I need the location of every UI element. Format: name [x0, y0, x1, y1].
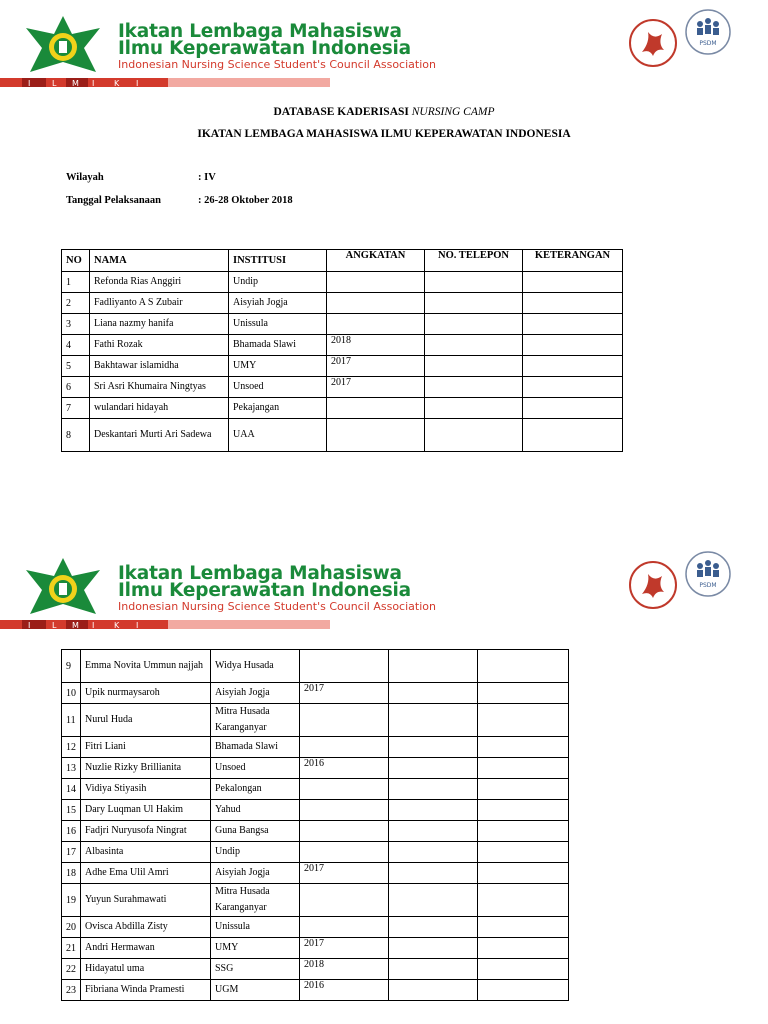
stripe-letter: K	[114, 621, 120, 629]
color-stripe	[0, 78, 330, 87]
table-row	[62, 980, 569, 1001]
participant-table-page-2	[61, 649, 569, 1001]
org-name-english: Indonesian Nursing Science Student's Council Association	[118, 600, 436, 613]
cell-keterangan	[523, 356, 623, 377]
cell-nama: Hidayatul uma	[81, 959, 211, 980]
cell-keterangan	[523, 293, 623, 314]
cell-institusi: Pekalongan	[211, 779, 300, 800]
psdm-logo-icon	[684, 550, 732, 598]
table-row	[62, 272, 623, 293]
cell-no: 4	[62, 335, 90, 356]
color-stripe	[0, 620, 330, 629]
cell-telepon	[389, 737, 478, 758]
phoenix-circle-logo-icon	[628, 560, 678, 610]
cell-angkatan: 2016	[300, 758, 389, 779]
header-keterangan: KETERANGAN	[523, 250, 623, 272]
cell-institusi: UMY	[229, 356, 327, 377]
cell-nama: Andri Hermawan	[81, 938, 211, 959]
cell-nama: Fibriana Winda Pramesti	[81, 980, 211, 1001]
cell-angkatan	[327, 398, 425, 419]
wilayah-row	[66, 172, 216, 183]
cell-nama: Bakhtawar islamidha	[90, 356, 229, 377]
table-row	[62, 800, 569, 821]
cell-keterangan	[523, 419, 623, 452]
cell-no: 18	[62, 863, 81, 884]
ilmiki-star-logo-icon	[22, 556, 104, 618]
header-no: NO	[62, 250, 90, 272]
cell-angkatan: 2018	[300, 959, 389, 980]
cell-angkatan	[300, 821, 389, 842]
org-name-line1: Ikatan Lembaga Mahasiswa	[118, 21, 402, 42]
cell-keterangan	[478, 863, 569, 884]
cell-nama: Adhe Ema Ulil Amri	[81, 863, 211, 884]
cell-angkatan: 2017	[327, 356, 425, 377]
cell-keterangan	[478, 650, 569, 683]
cell-no: 5	[62, 356, 90, 377]
cell-angkatan	[327, 293, 425, 314]
stripe-letter: M	[72, 621, 79, 629]
cell-telepon	[389, 779, 478, 800]
cell-no: 20	[62, 917, 81, 938]
cell-institusi: Unissula	[229, 314, 327, 335]
stripe-letter: I	[28, 621, 31, 629]
cell-telepon	[389, 863, 478, 884]
cell-telepon	[389, 959, 478, 980]
cell-nama: Dary Luqman Ul Hakim	[81, 800, 211, 821]
cell-telepon	[425, 356, 523, 377]
cell-keterangan	[478, 821, 569, 842]
table-row	[62, 917, 569, 938]
cell-nama: Fadliyanto A S Zubair	[90, 293, 229, 314]
cell-angkatan	[300, 884, 389, 917]
cell-institusi: UAA	[229, 419, 327, 452]
table-row	[62, 737, 569, 758]
psdm-label: PSDM	[699, 582, 717, 589]
cell-telepon	[389, 800, 478, 821]
cell-no: 14	[62, 779, 81, 800]
cell-institusi: Mitra Husada Karanganyar	[211, 884, 300, 917]
org-name-line1: Ikatan Lembaga Mahasiswa	[118, 563, 402, 584]
table-row	[62, 758, 569, 779]
wilayah-label: Wilayah	[66, 172, 104, 183]
cell-telepon	[389, 821, 478, 842]
cell-institusi: Unsoed	[211, 758, 300, 779]
table-row	[62, 377, 623, 398]
cell-angkatan: 2018	[327, 335, 425, 356]
cell-no: 23	[62, 980, 81, 1001]
tanggal-value: : 26-28 Oktober 2018	[198, 195, 293, 206]
cell-angkatan: 2017	[300, 863, 389, 884]
cell-keterangan	[478, 842, 569, 863]
cell-no: 16	[62, 821, 81, 842]
letterhead-page-1	[0, 8, 768, 88]
cell-keterangan	[523, 377, 623, 398]
ilmiki-star-logo-icon	[22, 14, 104, 76]
stripe-letter: I	[28, 79, 31, 87]
table-row	[62, 293, 623, 314]
cell-telepon	[425, 293, 523, 314]
cell-nama: Nuzlie Rizky Brillianita	[81, 758, 211, 779]
table-row	[62, 884, 569, 917]
cell-no: 7	[62, 398, 90, 419]
wilayah-value: : IV	[198, 172, 216, 183]
stripe-letter: L	[52, 79, 57, 87]
cell-nama: Upik nurmaysaroh	[81, 683, 211, 704]
cell-institusi: SSG	[211, 959, 300, 980]
cell-institusi: Undip	[211, 842, 300, 863]
cell-keterangan	[478, 737, 569, 758]
stripe-letter: M	[72, 79, 79, 87]
table-row	[62, 821, 569, 842]
cell-telepon	[389, 758, 478, 779]
cell-no: 2	[62, 293, 90, 314]
table-row	[62, 842, 569, 863]
cell-nama: Deskantari Murti Ari Sadewa	[90, 419, 229, 452]
cell-institusi: Unsoed	[229, 377, 327, 398]
cell-angkatan	[300, 917, 389, 938]
cell-institusi: Bhamada Slawi	[211, 737, 300, 758]
cell-nama: Vidiya Stiyasih	[81, 779, 211, 800]
stripe-letter: I	[92, 79, 95, 87]
cell-keterangan	[523, 335, 623, 356]
cell-nama: Ovisca Abdilla Zisty	[81, 917, 211, 938]
cell-keterangan	[478, 704, 569, 737]
cell-keterangan	[478, 800, 569, 821]
cell-angkatan	[300, 842, 389, 863]
cell-nama: Refonda Rias Anggiri	[90, 272, 229, 293]
cell-angkatan	[300, 779, 389, 800]
table-row	[62, 335, 623, 356]
cell-no: 8	[62, 419, 90, 452]
header-telepon: NO. TELEPON	[425, 250, 523, 272]
tanggal-row	[66, 195, 293, 206]
cell-telepon	[389, 980, 478, 1001]
cell-keterangan	[478, 959, 569, 980]
cell-telepon	[389, 704, 478, 737]
cell-angkatan	[327, 419, 425, 452]
table-row	[62, 704, 569, 737]
table-row	[62, 650, 569, 683]
cell-no: 21	[62, 938, 81, 959]
cell-keterangan	[478, 938, 569, 959]
cell-nama: Fadjri Nuryusofa Ningrat	[81, 821, 211, 842]
cell-telepon	[425, 377, 523, 398]
cell-telepon	[425, 398, 523, 419]
stripe-letter: I	[136, 621, 139, 629]
cell-institusi: Unissula	[211, 917, 300, 938]
cell-institusi: Undip	[229, 272, 327, 293]
cell-nama: Nurul Huda	[81, 704, 211, 737]
cell-angkatan: 2016	[300, 980, 389, 1001]
cell-angkatan	[300, 704, 389, 737]
cell-angkatan: 2017	[327, 377, 425, 398]
table-row	[62, 356, 623, 377]
psdm-logo-icon	[684, 8, 732, 56]
cell-institusi: Aisyiah Jogja	[211, 863, 300, 884]
cell-institusi: Guna Bangsa	[211, 821, 300, 842]
cell-institusi: Pekajangan	[229, 398, 327, 419]
tanggal-label: Tanggal Pelaksanaan	[66, 195, 162, 206]
cell-no: 1	[62, 272, 90, 293]
cell-telepon	[425, 335, 523, 356]
table-row	[62, 683, 569, 704]
org-name-line2: Ilmu Keperawatan Indonesia	[118, 38, 411, 59]
cell-no: 13	[62, 758, 81, 779]
cell-keterangan	[523, 398, 623, 419]
table-row	[62, 959, 569, 980]
cell-angkatan	[300, 800, 389, 821]
cell-keterangan	[478, 779, 569, 800]
cell-telepon	[389, 917, 478, 938]
table-row	[62, 398, 623, 419]
org-name-line2: Ilmu Keperawatan Indonesia	[118, 580, 411, 601]
cell-no: 17	[62, 842, 81, 863]
table-row	[62, 938, 569, 959]
cell-telepon	[425, 419, 523, 452]
table-row	[62, 314, 623, 335]
cell-telepon	[389, 650, 478, 683]
stripe-letter: I	[136, 79, 139, 87]
table-row	[62, 419, 623, 452]
cell-nama: wulandari hidayah	[90, 398, 229, 419]
cell-institusi: Aisyiah Jogja	[229, 293, 327, 314]
cell-angkatan: 2017	[300, 938, 389, 959]
stripe-letter: K	[114, 79, 120, 87]
cell-angkatan	[327, 314, 425, 335]
header-institusi: INSTITUSI	[229, 250, 327, 272]
stripe-letter: I	[92, 621, 95, 629]
cell-telepon	[389, 938, 478, 959]
cell-no: 12	[62, 737, 81, 758]
cell-nama: Albasinta	[81, 842, 211, 863]
cell-institusi: Bhamada Slawi	[229, 335, 327, 356]
title-italic: NURSING CAMP	[411, 106, 495, 118]
cell-angkatan	[327, 272, 425, 293]
cell-no: 9	[62, 650, 81, 683]
cell-keterangan	[523, 272, 623, 293]
cell-no: 10	[62, 683, 81, 704]
cell-angkatan: 2017	[300, 683, 389, 704]
cell-institusi: Yahud	[211, 800, 300, 821]
cell-nama: Fathi Rozak	[90, 335, 229, 356]
cell-no: 11	[62, 704, 81, 737]
cell-telepon	[425, 314, 523, 335]
org-name-english: Indonesian Nursing Science Student's Council Association	[118, 58, 436, 71]
cell-institusi: UGM	[211, 980, 300, 1001]
cell-no: 3	[62, 314, 90, 335]
cell-nama: Liana nazmy hanifa	[90, 314, 229, 335]
table-row	[62, 779, 569, 800]
cell-no: 19	[62, 884, 81, 917]
stripe-letter: L	[52, 621, 57, 629]
cell-nama: Emma Novita Ummun najjah	[81, 650, 211, 683]
cell-institusi: Aisyiah Jogja	[211, 683, 300, 704]
cell-telepon	[389, 842, 478, 863]
cell-institusi: UMY	[211, 938, 300, 959]
title-prefix: DATABASE KADERISASI	[273, 106, 409, 118]
letterhead-page-2	[0, 550, 768, 630]
cell-institusi: Mitra Husada Karanganyar	[211, 704, 300, 737]
cell-telepon	[389, 884, 478, 917]
cell-no: 6	[62, 377, 90, 398]
cell-keterangan	[478, 917, 569, 938]
cell-keterangan	[523, 314, 623, 335]
cell-keterangan	[478, 758, 569, 779]
cell-telepon	[425, 272, 523, 293]
psdm-label: PSDM	[699, 40, 717, 47]
cell-nama: Yuyun Surahmawati	[81, 884, 211, 917]
cell-telepon	[389, 683, 478, 704]
cell-nama: Fitri Liani	[81, 737, 211, 758]
cell-institusi: Widya Husada	[211, 650, 300, 683]
cell-keterangan	[478, 980, 569, 1001]
cell-angkatan	[300, 737, 389, 758]
document-subtitle: IKATAN LEMBAGA MAHASISWA ILMU KEPERAWATAN INDONESIA	[197, 128, 571, 140]
table-row	[62, 863, 569, 884]
document-title	[0, 106, 768, 118]
cell-angkatan	[300, 650, 389, 683]
table-header-row	[62, 250, 623, 272]
phoenix-circle-logo-icon	[628, 18, 678, 68]
cell-keterangan	[478, 884, 569, 917]
cell-no: 15	[62, 800, 81, 821]
cell-nama: Sri Asri Khumaira Ningtyas	[90, 377, 229, 398]
header-angkatan: ANGKATAN	[327, 250, 425, 272]
cell-no: 22	[62, 959, 81, 980]
header-nama: NAMA	[90, 250, 229, 272]
participant-table-page-1	[61, 249, 623, 452]
cell-keterangan	[478, 683, 569, 704]
